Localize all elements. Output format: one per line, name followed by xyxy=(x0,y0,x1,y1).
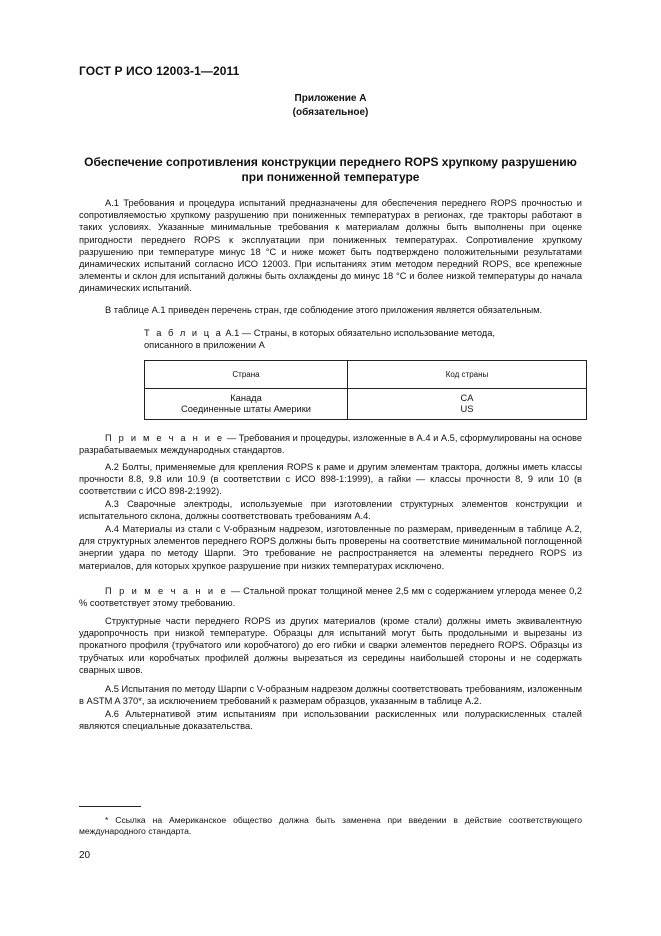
paragraph-a1: А.1 Требования и процедура испытаний предназначены для обеспечения переднего ROPS прочностью и сопротивляемостью хрупкому разрушению при пониженных температурах в регионах, где тракторы работают в таких условиях. Указанные минимальные требования к материалам должны быть выполнены при оценке пригодности переднего ROPS к эксплуатации при пониженных температурах. Сопротивление хрупкому разрушению при температуре минус 18 °С и ниже может быть подтверждено положительными результатами динамических испытаний согласно ИСО 12003. При испытаниях этим методом передний ROPS, все крепежные элементы и склон для испытаний должны быть охлаждены до минус 18 °С и более низкой температуры до начала динамических испытаний. xyxy=(79,198,582,294)
note-1 xyxy=(79,432,582,456)
country-code: US xyxy=(460,404,474,414)
table-row xyxy=(145,389,587,420)
paragraph-a6: А.6 Альтернативой этим испытаниям при использовании раскисленных или полураскисленных сталей являются специальные доказательства. xyxy=(79,709,582,732)
annex-subtitle: (обязательное) xyxy=(292,107,369,118)
page-number: 20 xyxy=(79,850,91,861)
paragraph-a5: А.5 Испытания по методу Шарпи с V-образным надрезом должны соответствовать требованиям, изложенным в ASTM A 370*, за исключением требований к размерам образцов, указанным в таблице А.2. xyxy=(79,684,582,707)
column-header-country: Страна xyxy=(145,361,348,389)
section-heading-line1: Обеспечение сопротивления конструкции переднего ROPS хрупкому разрушению xyxy=(84,155,577,169)
table-caption xyxy=(144,327,564,351)
paragraph-a1-table-ref: В таблице А.1 приведен перечень стран, где соблюдение этого приложения является обязательным. xyxy=(105,305,543,315)
country-code: CA xyxy=(460,393,474,403)
table-cell-codes xyxy=(348,389,587,420)
section-heading-line2: при пониженной температуре xyxy=(241,170,420,184)
paragraph-a4: А.4 Материалы из стали с V-образным надрезом, изготовленные по размерам, приведенным в таблице А.2, для структурных элементов переднего ROPS должны быть проверены на соответствие минимальной поглощенной энергии удара по методу Шарпи. Это требование не распространяется на элементы переднего ROPS из материалов, для которых хрупкое разрушение при низких температурах исключено. xyxy=(79,524,582,571)
note-label: П р и м е ч а н и е xyxy=(105,586,228,596)
footnote: * Ссылка на Американское общество должна быть заменена при введении в действие соответствующего международного стандарта. xyxy=(79,815,582,836)
document-id: ГОСТ Р ИСО 12003-1—2011 xyxy=(79,64,240,78)
paragraph-a4-extra: Структурные части переднего ROPS из других материалов (кроме стали) должны иметь эквивалентную ударопрочность при низкой температуре. Образцы для испытаний могут быть продольными и вырезаны из прокатного профиля (трубчатого или коробчатого) до его гибки и сварки элементов переднего ROPS. Образцы из трубчатых или коробчатых профилей должны вырезаться из середины наибольшей стороны и не содержать сварных швов. xyxy=(79,616,582,675)
annex-title: Приложение А xyxy=(294,93,367,104)
note-1-text: — Требования и процедуры, изложенные в А.4 и А.5, сформулированы на основе разрабатываемых международных стандартов. xyxy=(79,433,582,456)
column-header-code: Код страны xyxy=(348,361,587,389)
section-heading xyxy=(79,155,582,185)
table-caption-text: А.1 — Страны, в которых обязательно использование метода, xyxy=(222,328,495,338)
note-2 xyxy=(79,585,582,609)
note-2-text: — Стальной прокат толщиной менее 2,5 мм с содержанием углерода менее 0,2 % соответствует этому требованию. xyxy=(79,586,582,609)
table-caption-line2: описанного в приложении А xyxy=(144,340,265,350)
countries-table xyxy=(144,360,587,420)
paragraph-a2: А.2 Болты, применяемые для крепления ROPS к раме и другим элементам трактора, должны иметь классы прочности 8.8, 9.8 или 10.9 (в соответствии с ИСО 898-1:1999), а гайки — классы прочности 8, 9 или 10 (в соответствии с ИСО 898-2:1992). xyxy=(79,462,582,497)
table-cell-countries xyxy=(145,389,348,420)
country-name: Канада xyxy=(230,393,262,403)
note-label: П р и м е ч а н и е xyxy=(105,433,225,443)
table-caption-label: Т а б л и ц а xyxy=(144,328,223,338)
paragraph-a3: А.3 Сварочные электроды, используемые при изготовлении структурных элементов конструкции и испытательного склона, должны соответствовать требованиям А.4. xyxy=(79,499,582,522)
table-header-row xyxy=(145,361,587,389)
country-name: Соединенные штаты Америки xyxy=(181,404,311,414)
footnote-divider xyxy=(79,806,141,807)
